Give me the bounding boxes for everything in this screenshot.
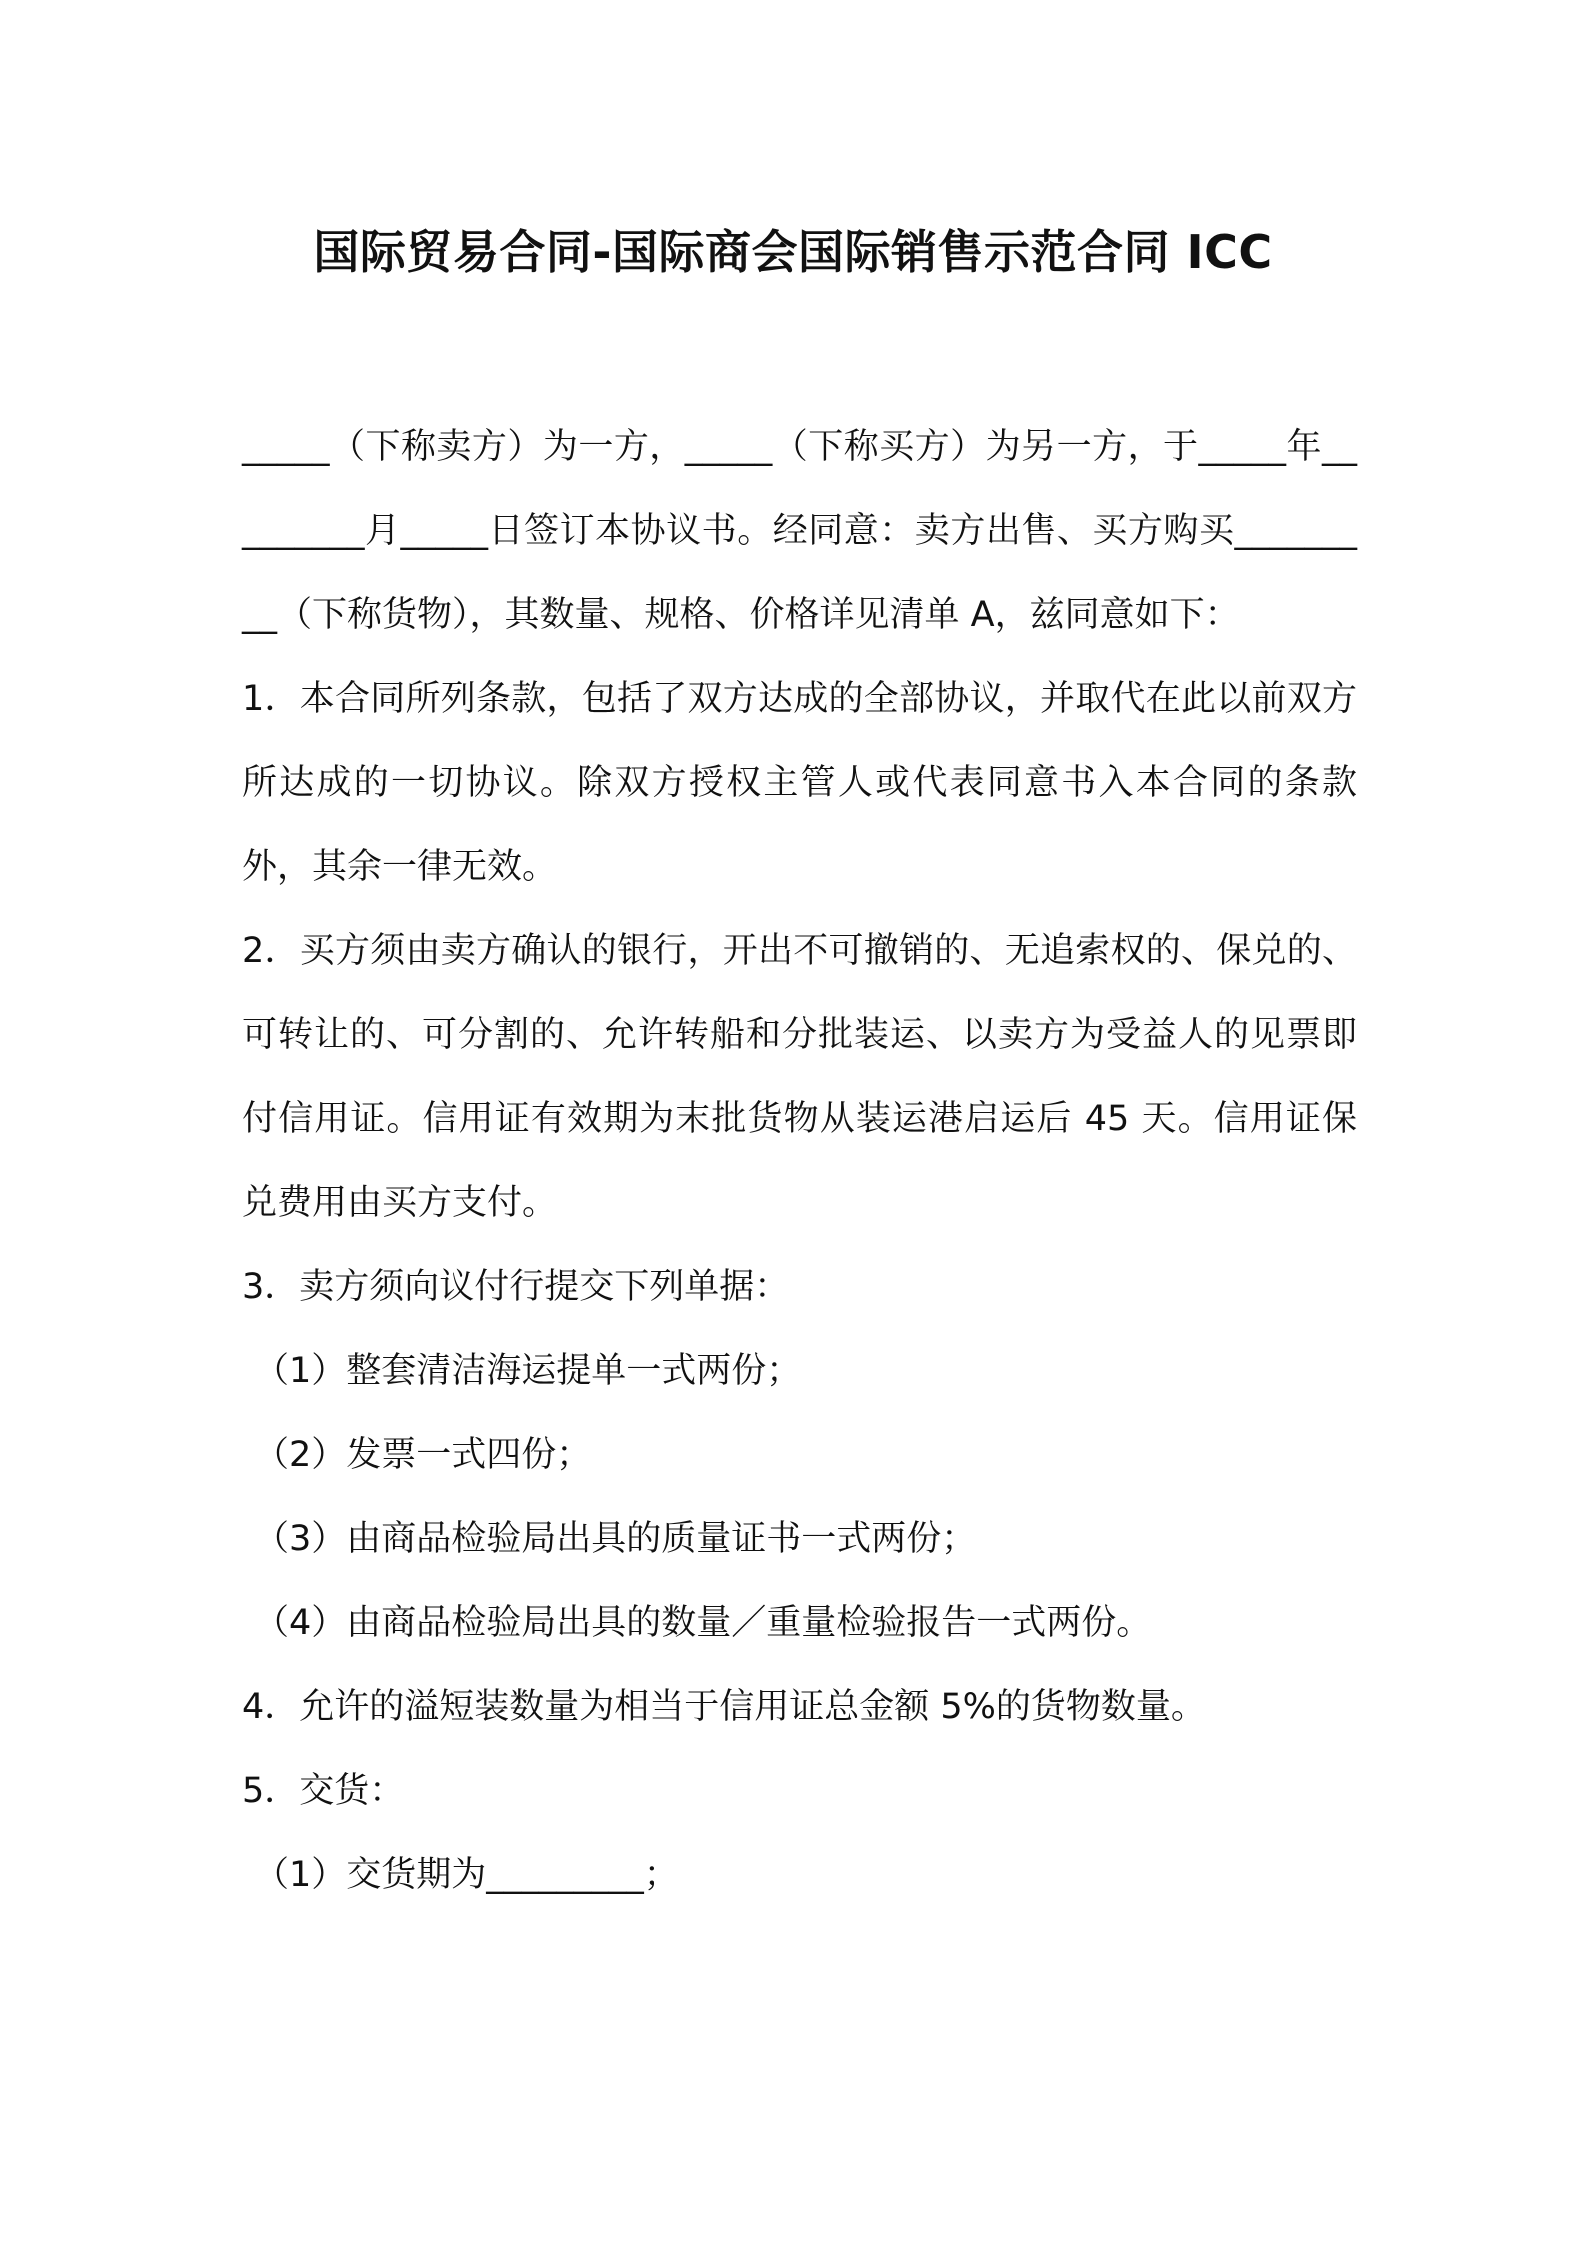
clause-4: 4．允许的溢短装数量为相当于信用证总金额 5%的货物数量。 [242,1687,1206,1727]
clause-1: 1．本合同所列条款，包括了双方达成的全部协议，并取代在此以前双方所达成的一切协议。除双方授权主管人或代表同意书入本合同的条款外，其余一律无效。 [242,679,1357,887]
clause-2: 2．买方须由卖方确认的银行，开出不可撤销的、无追索权的、保兑的、可转让的、可分割的、允许转船和分批装运、以卖方为受益人的见票即付信用证。信用证有效期为末批货物从装运港启运后 45 天。信用证保兑费用由买方支付。 [242,931,1357,1223]
clause-3-item-2: （2）发票一式四份； [254,1435,592,1475]
intro-paragraph: _____（下称卖方）为一方，_____（下称买方）为另一方，于_____年_________月_____日签订本协议书。经同意：卖方出售、买方购买_________（下称货物），其数量、规格、价格详见清单 A，兹同意如下： [242,427,1357,635]
clause-3-item-4: （4）由商品检验局出具的数量／重量检验报告一式两份。 [254,1603,1152,1643]
document-body [242,405,1357,1917]
clause-5: 5．交货： [242,1771,405,1811]
clause-3-item-1: （1）整套清洁海运提单一式两份； [254,1351,802,1391]
clause-3: 3．卖方须向议付行提交下列单据： [242,1267,790,1307]
clause-5-item-1: （1）交货期为_________； [254,1855,679,1895]
document-title: 国际贸易合同-国际商会国际销售示范合同 ICC [313,225,1273,279]
clause-3-item-3: （3）由商品检验局出具的质量证书一式两份； [254,1519,977,1559]
